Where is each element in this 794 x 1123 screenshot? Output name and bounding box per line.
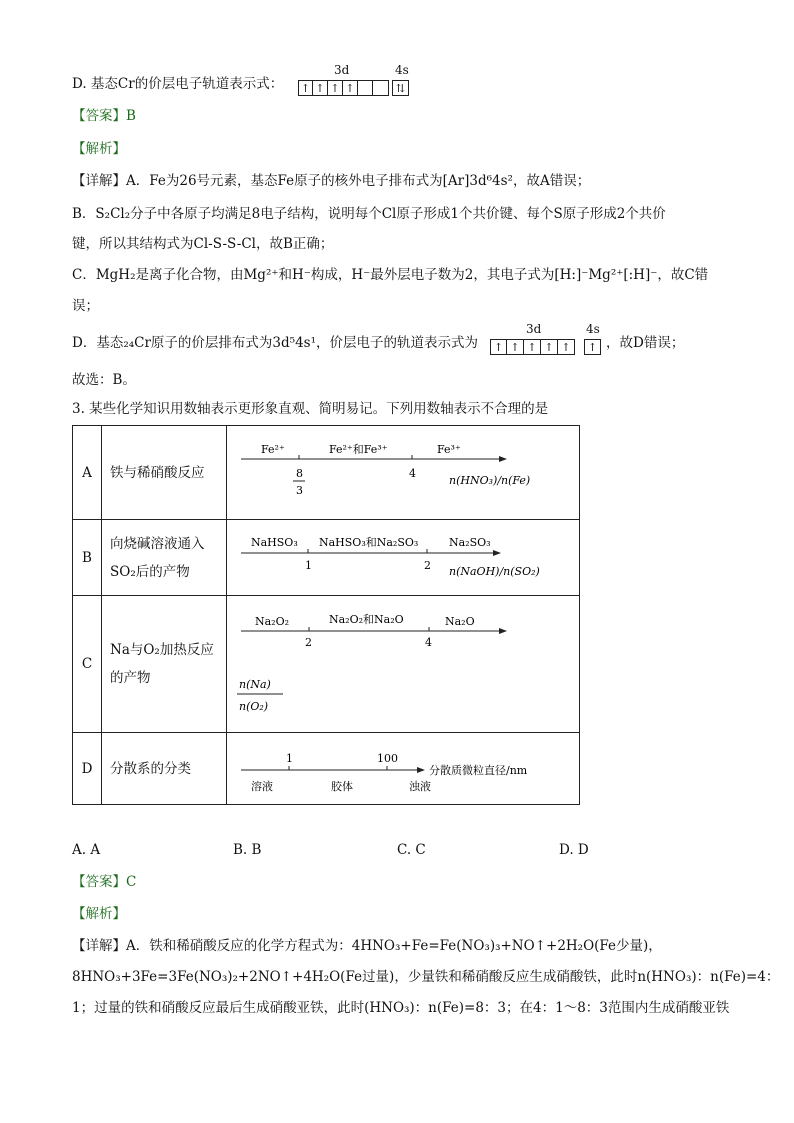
axis-label: 分散质微粒直径/nm — [429, 764, 528, 777]
tick-1: 1 — [305, 559, 312, 572]
label-3: Na₂SO₃ — [449, 536, 491, 549]
row-letter: B — [73, 520, 102, 596]
row-desc: 向烧碱溶液通入SO₂后的产物 — [102, 520, 227, 596]
orbital-box: ↑ — [490, 339, 507, 355]
answer-label: 【答案】B — [72, 108, 136, 124]
explain-p1: 【详解】A．铁和稀硝酸反应的化学方程式为：4HNO₃+Fe=Fe(NO₃)₃+NO↑+2H₂O(Fe少量)， — [72, 938, 662, 954]
option-c[interactable]: C. C — [397, 842, 426, 858]
explain-p3: 1；过量的铁和硝酸反应最后生成硝酸亚铁，此时(HNO₃)：n(Fe)=8：3；在4：1～8：3范围内生成硝酸亚铁 — [72, 1000, 730, 1016]
option-d-line: D. 基态Cr的价层电子轨道表示式： — [72, 76, 284, 92]
label-2: 胶体 — [331, 780, 353, 793]
explain-b1: B．S₂Cl₂分子中各原子均满足8电子结构，说明每个Cl原子形成1个共价键、每个S原子形成2个共价 — [72, 206, 666, 222]
number-line-d — [227, 733, 580, 805]
orbital-box — [358, 80, 373, 96]
explain-p2: 8HNO₃+3Fe=3Fe(NO₃)₂+2NO↑+4H₂O(Fe过量)，少量铁和稀硝酸反应生成硝酸铁，此时n(HNO₃)：n(Fe)=4： — [72, 969, 780, 985]
table-row — [73, 426, 580, 520]
option-a[interactable]: A. A — [72, 842, 101, 858]
tick-2: 4 — [409, 467, 416, 480]
explain-b2: 键，所以其结构式为Cl-S-S-Cl，故B正确； — [72, 236, 334, 252]
orbital-box: ↑ — [541, 339, 558, 355]
orbital-box: ↑ — [524, 339, 541, 355]
tick-2: 4 — [425, 636, 432, 649]
analysis-label: 【解析】 — [72, 141, 126, 157]
row-letter: D — [73, 733, 102, 805]
explain-d1: D．基态₂₄Cr原子的价层排布式为3d⁵4s¹，价层电子的轨道表示式为 — [72, 335, 479, 351]
orbital-box-4s: ↑ — [584, 339, 601, 355]
label-3d: 3d — [526, 322, 542, 336]
tick-den: 3 — [296, 484, 303, 497]
axis-label: n(HNO₃)/n(Fe) — [449, 474, 531, 487]
explain-d1-end: ，故D错误； — [606, 335, 685, 351]
tick-num: 8 — [296, 467, 303, 480]
table-row — [73, 520, 580, 596]
label-2: Fe²⁺和Fe³⁺ — [329, 443, 388, 456]
orbital-box: ↑ — [558, 339, 575, 355]
table-row — [73, 733, 580, 805]
label-1: 溶液 — [251, 780, 273, 793]
question-table — [72, 425, 580, 805]
label-1: NaHSO₃ — [251, 536, 298, 549]
label-2: Na₂O₂和Na₂O — [329, 613, 404, 626]
option-b[interactable]: B. B — [233, 842, 262, 858]
tick-2: 100 — [377, 752, 398, 765]
explain-a: 【详解】A．Fe为26号元素，基态Fe原子的核外电子排布式为[Ar]3d⁶4s²，故A错误； — [72, 173, 591, 189]
tick-1: 1 — [286, 752, 293, 765]
label-3: Fe³⁺ — [437, 443, 461, 456]
label-1: Na₂O₂ — [255, 615, 290, 628]
label-4s: 4s — [586, 322, 600, 336]
conclusion: 故选：B。 — [72, 372, 136, 388]
explain-c2: 误； — [72, 298, 99, 314]
table-row — [73, 596, 580, 733]
tick-2: 2 — [424, 559, 431, 572]
analysis-label: 【解析】 — [72, 906, 126, 922]
number-line-c — [227, 596, 580, 733]
row-desc: 分散系的分类 — [102, 733, 227, 805]
row-letter: C — [73, 596, 102, 733]
question-3: 3. 某些化学知识用数轴表示更形象直观、简明易记。下列用数轴表示不合理的是 — [72, 401, 549, 417]
label-1: Fe²⁺ — [261, 443, 285, 456]
orbital-box: ↑ — [507, 339, 524, 355]
label-3: 浊液 — [409, 780, 431, 793]
orbital-box: ↑ — [298, 80, 313, 96]
number-line-a — [227, 426, 580, 520]
label-3d: 3d — [334, 63, 350, 77]
orbital-box — [373, 80, 389, 96]
axis-den: n(O₂) — [239, 700, 269, 713]
label-4s: 4s — [395, 63, 409, 77]
orbital-box: ↑ — [328, 80, 343, 96]
option-d[interactable]: D. D — [559, 842, 589, 858]
row-desc: Na与O₂加热反应的产物 — [102, 596, 227, 733]
orbital-box: ↑ — [343, 80, 358, 96]
orbital-box: ↑ — [313, 80, 328, 96]
answer-label: 【答案】C — [72, 874, 137, 890]
number-line-b — [227, 520, 580, 596]
tick-1: 2 — [305, 636, 312, 649]
axis-label: n(NaOH)/n(SO₂) — [449, 565, 540, 578]
label-3: Na₂O — [445, 615, 475, 628]
orbital-box-4s: ⇅ — [392, 80, 409, 96]
explain-c1: C．MgH₂是离子化合物，由Mg²⁺和H⁻构成，H⁻最外层电子数为2，其电子式为[H:]⁻Mg²⁺[:H]⁻，故C错 — [72, 267, 709, 283]
label-2: NaHSO₃和Na₂SO₃ — [319, 536, 419, 549]
row-letter: A — [73, 426, 102, 520]
axis-num: n(Na) — [239, 678, 271, 691]
row-desc: 铁与稀硝酸反应 — [102, 426, 227, 520]
